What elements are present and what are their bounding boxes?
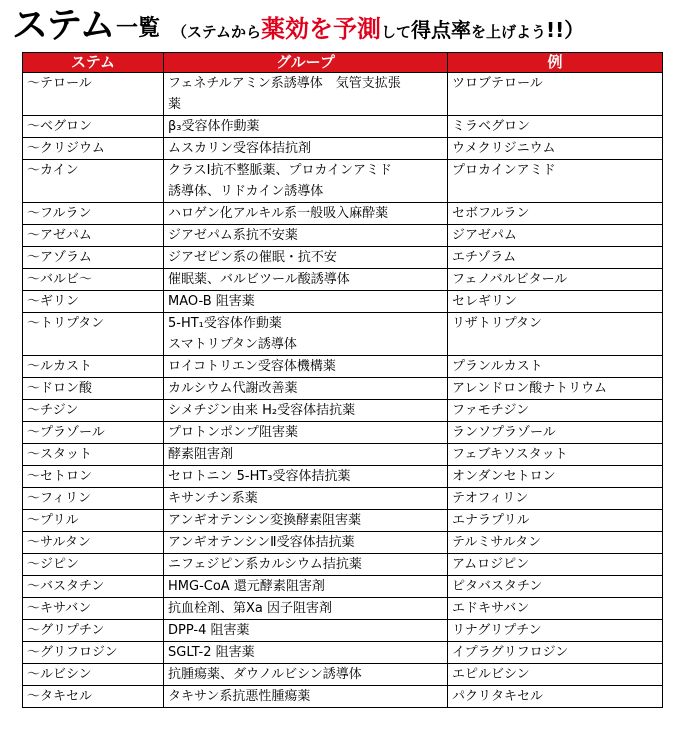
cell-example: エピルビシン [448, 664, 663, 686]
table-row [23, 686, 663, 708]
table-row [23, 598, 663, 620]
cell-stem: 〜クリジウム [23, 138, 164, 160]
cell-example: アムロジピン [448, 554, 663, 576]
cell-group: ハロゲン化アルキル系一般吸入麻酔薬 [164, 203, 448, 225]
cell-stem: 〜サルタン [23, 532, 164, 554]
cell-stem: 〜カイン [23, 160, 164, 203]
cell-group: セロトニン 5-HT₃受容体拮抗薬 [164, 466, 448, 488]
cell-example: リザトリプタン [448, 313, 663, 356]
table-row [23, 138, 663, 160]
title-rest-small2: を上げよう [470, 23, 546, 41]
header-stem: ステム [23, 53, 164, 73]
table-row [23, 203, 663, 225]
cell-group: 催眠薬、バルビツール酸誘導体 [164, 269, 448, 291]
table-row [23, 620, 663, 642]
table-row [23, 356, 663, 378]
cell-example: セレギリン [448, 291, 663, 313]
cell-group: タキサン系抗悪性腫瘍薬 [164, 686, 448, 708]
table-row [23, 510, 663, 532]
header-example: 例 [448, 53, 663, 73]
stem-table [22, 52, 663, 708]
cell-example: ウメクリジニウム [448, 138, 663, 160]
cell-group: ニフェジピン系カルシウム拮抗薬 [164, 554, 448, 576]
cell-stem: 〜フィリン [23, 488, 164, 510]
cell-stem: 〜アゾラム [23, 247, 164, 269]
cell-example: テルミサルタン [448, 532, 663, 554]
cell-stem: 〜プリル [23, 510, 164, 532]
cell-stem: 〜ベグロン [23, 116, 164, 138]
cell-example: エナラプリル [448, 510, 663, 532]
cell-stem: 〜バスタチン [23, 576, 164, 598]
cell-example: フェノバルビタール [448, 269, 663, 291]
cell-stem: 〜ジピン [23, 554, 164, 576]
table-row [23, 225, 663, 247]
table-row [23, 554, 663, 576]
table-row [23, 642, 663, 664]
cell-example: フェブキソスタット [448, 444, 663, 466]
cell-example: テオフィリン [448, 488, 663, 510]
title-exclaim: !!） [545, 18, 585, 42]
cell-example: ツロブテロール [448, 73, 663, 116]
cell-group: SGLT-2 阻害薬 [164, 642, 448, 664]
cell-example: リナグリプチン [448, 620, 663, 642]
cell-example: ピタバスタチン [448, 576, 663, 598]
title-rest-big: 得点率 [410, 18, 471, 42]
table-row [23, 488, 663, 510]
cell-stem: 〜スタット [23, 444, 164, 466]
cell-stem: 〜キサバン [23, 598, 164, 620]
cell-group: HMG-CoA 還元酵素阻害剤 [164, 576, 448, 598]
title-rest-small: して [380, 23, 411, 41]
table-header-row [23, 53, 663, 73]
cell-stem: 〜ギリン [23, 291, 164, 313]
cell-group: ロイコトリエン受容体機構薬 [164, 356, 448, 378]
cell-stem: 〜アゼパム [23, 225, 164, 247]
cell-group: アンギオテンシンⅡ受容体拮抗薬 [164, 532, 448, 554]
cell-group: 5-HT₁受容体作動薬 スマトリプタン誘導体 [164, 313, 448, 356]
cell-example: プロカインアミド [448, 160, 663, 203]
cell-example: ファモチジン [448, 400, 663, 422]
cell-stem: 〜セトロン [23, 466, 164, 488]
cell-group: アンギオテンシン変換酵素阻害薬 [164, 510, 448, 532]
title-paren-open: （ステムから [172, 23, 261, 41]
cell-group: フェネチルアミン系誘導体 気管支拡張 薬 [164, 73, 448, 116]
table-row [23, 378, 663, 400]
cell-stem: 〜ルカスト [23, 356, 164, 378]
cell-example: ランソプラゾール [448, 422, 663, 444]
cell-stem: 〜グリフロジン [23, 642, 164, 664]
table-row [23, 444, 663, 466]
cell-group: β₃受容体作動薬 [164, 116, 448, 138]
table-row [23, 116, 663, 138]
cell-group: キサンチン系薬 [164, 488, 448, 510]
cell-example: エドキサバン [448, 598, 663, 620]
title-subtitle [172, 14, 584, 47]
table-row [23, 269, 663, 291]
cell-stem: 〜トリプタン [23, 313, 164, 356]
cell-group: ジアゼピン系の催眠・抗不安 [164, 247, 448, 269]
table-row [23, 313, 663, 356]
header-group: グループ [164, 53, 448, 73]
table-row [23, 73, 663, 116]
cell-stem: 〜タキセル [23, 686, 164, 708]
cell-stem: 〜ドロン酸 [23, 378, 164, 400]
cell-stem: 〜バルビ〜 [23, 269, 164, 291]
cell-group: DPP-4 阻害薬 [164, 620, 448, 642]
cell-example: オンダンセトロン [448, 466, 663, 488]
table-row [23, 247, 663, 269]
cell-stem: 〜フルラン [23, 203, 164, 225]
cell-group: ムスカリン受容体拮抗剤 [164, 138, 448, 160]
cell-example: イプラグリフロジン [448, 642, 663, 664]
cell-group: 抗血栓剤、第Ⅹa 因子阻害剤 [164, 598, 448, 620]
cell-group: 酵素阻害剤 [164, 444, 448, 466]
table-row [23, 160, 663, 203]
table-row [23, 291, 663, 313]
title-highlight: 薬効を予測 [260, 15, 381, 43]
cell-group: シメチジン由来 H₂受容体拮抗薬 [164, 400, 448, 422]
title-sub: 一覧 [116, 16, 161, 41]
page-title [0, 0, 675, 52]
table-row [23, 466, 663, 488]
cell-stem: 〜テロール [23, 73, 164, 116]
cell-example: ミラベグロン [448, 116, 663, 138]
cell-group: クラスⅠ抗不整脈薬、プロカインアミド 誘導体、リドカイン誘導体 [164, 160, 448, 203]
title-main: ステム [12, 5, 115, 46]
cell-stem: 〜チジン [23, 400, 164, 422]
cell-stem: 〜ルビシン [23, 664, 164, 686]
table-row [23, 576, 663, 598]
cell-group: MAO-B 阻害薬 [164, 291, 448, 313]
cell-example: プランルカスト [448, 356, 663, 378]
cell-example: エチゾラム [448, 247, 663, 269]
cell-example: パクリタキセル [448, 686, 663, 708]
cell-example: セボフルラン [448, 203, 663, 225]
table-row [23, 422, 663, 444]
cell-example: ジアゼパム [448, 225, 663, 247]
cell-group: ジアゼパム系抗不安薬 [164, 225, 448, 247]
table-row [23, 400, 663, 422]
table-row [23, 664, 663, 686]
cell-example: アレンドロン酸ナトリウム [448, 378, 663, 400]
cell-group: 抗腫瘍薬、ダウノルビシン誘導体 [164, 664, 448, 686]
cell-group: プロトンポンプ阻害薬 [164, 422, 448, 444]
cell-stem: 〜グリプチン [23, 620, 164, 642]
cell-stem: 〜プラゾール [23, 422, 164, 444]
cell-group: カルシウム代謝改善薬 [164, 378, 448, 400]
table-row [23, 532, 663, 554]
